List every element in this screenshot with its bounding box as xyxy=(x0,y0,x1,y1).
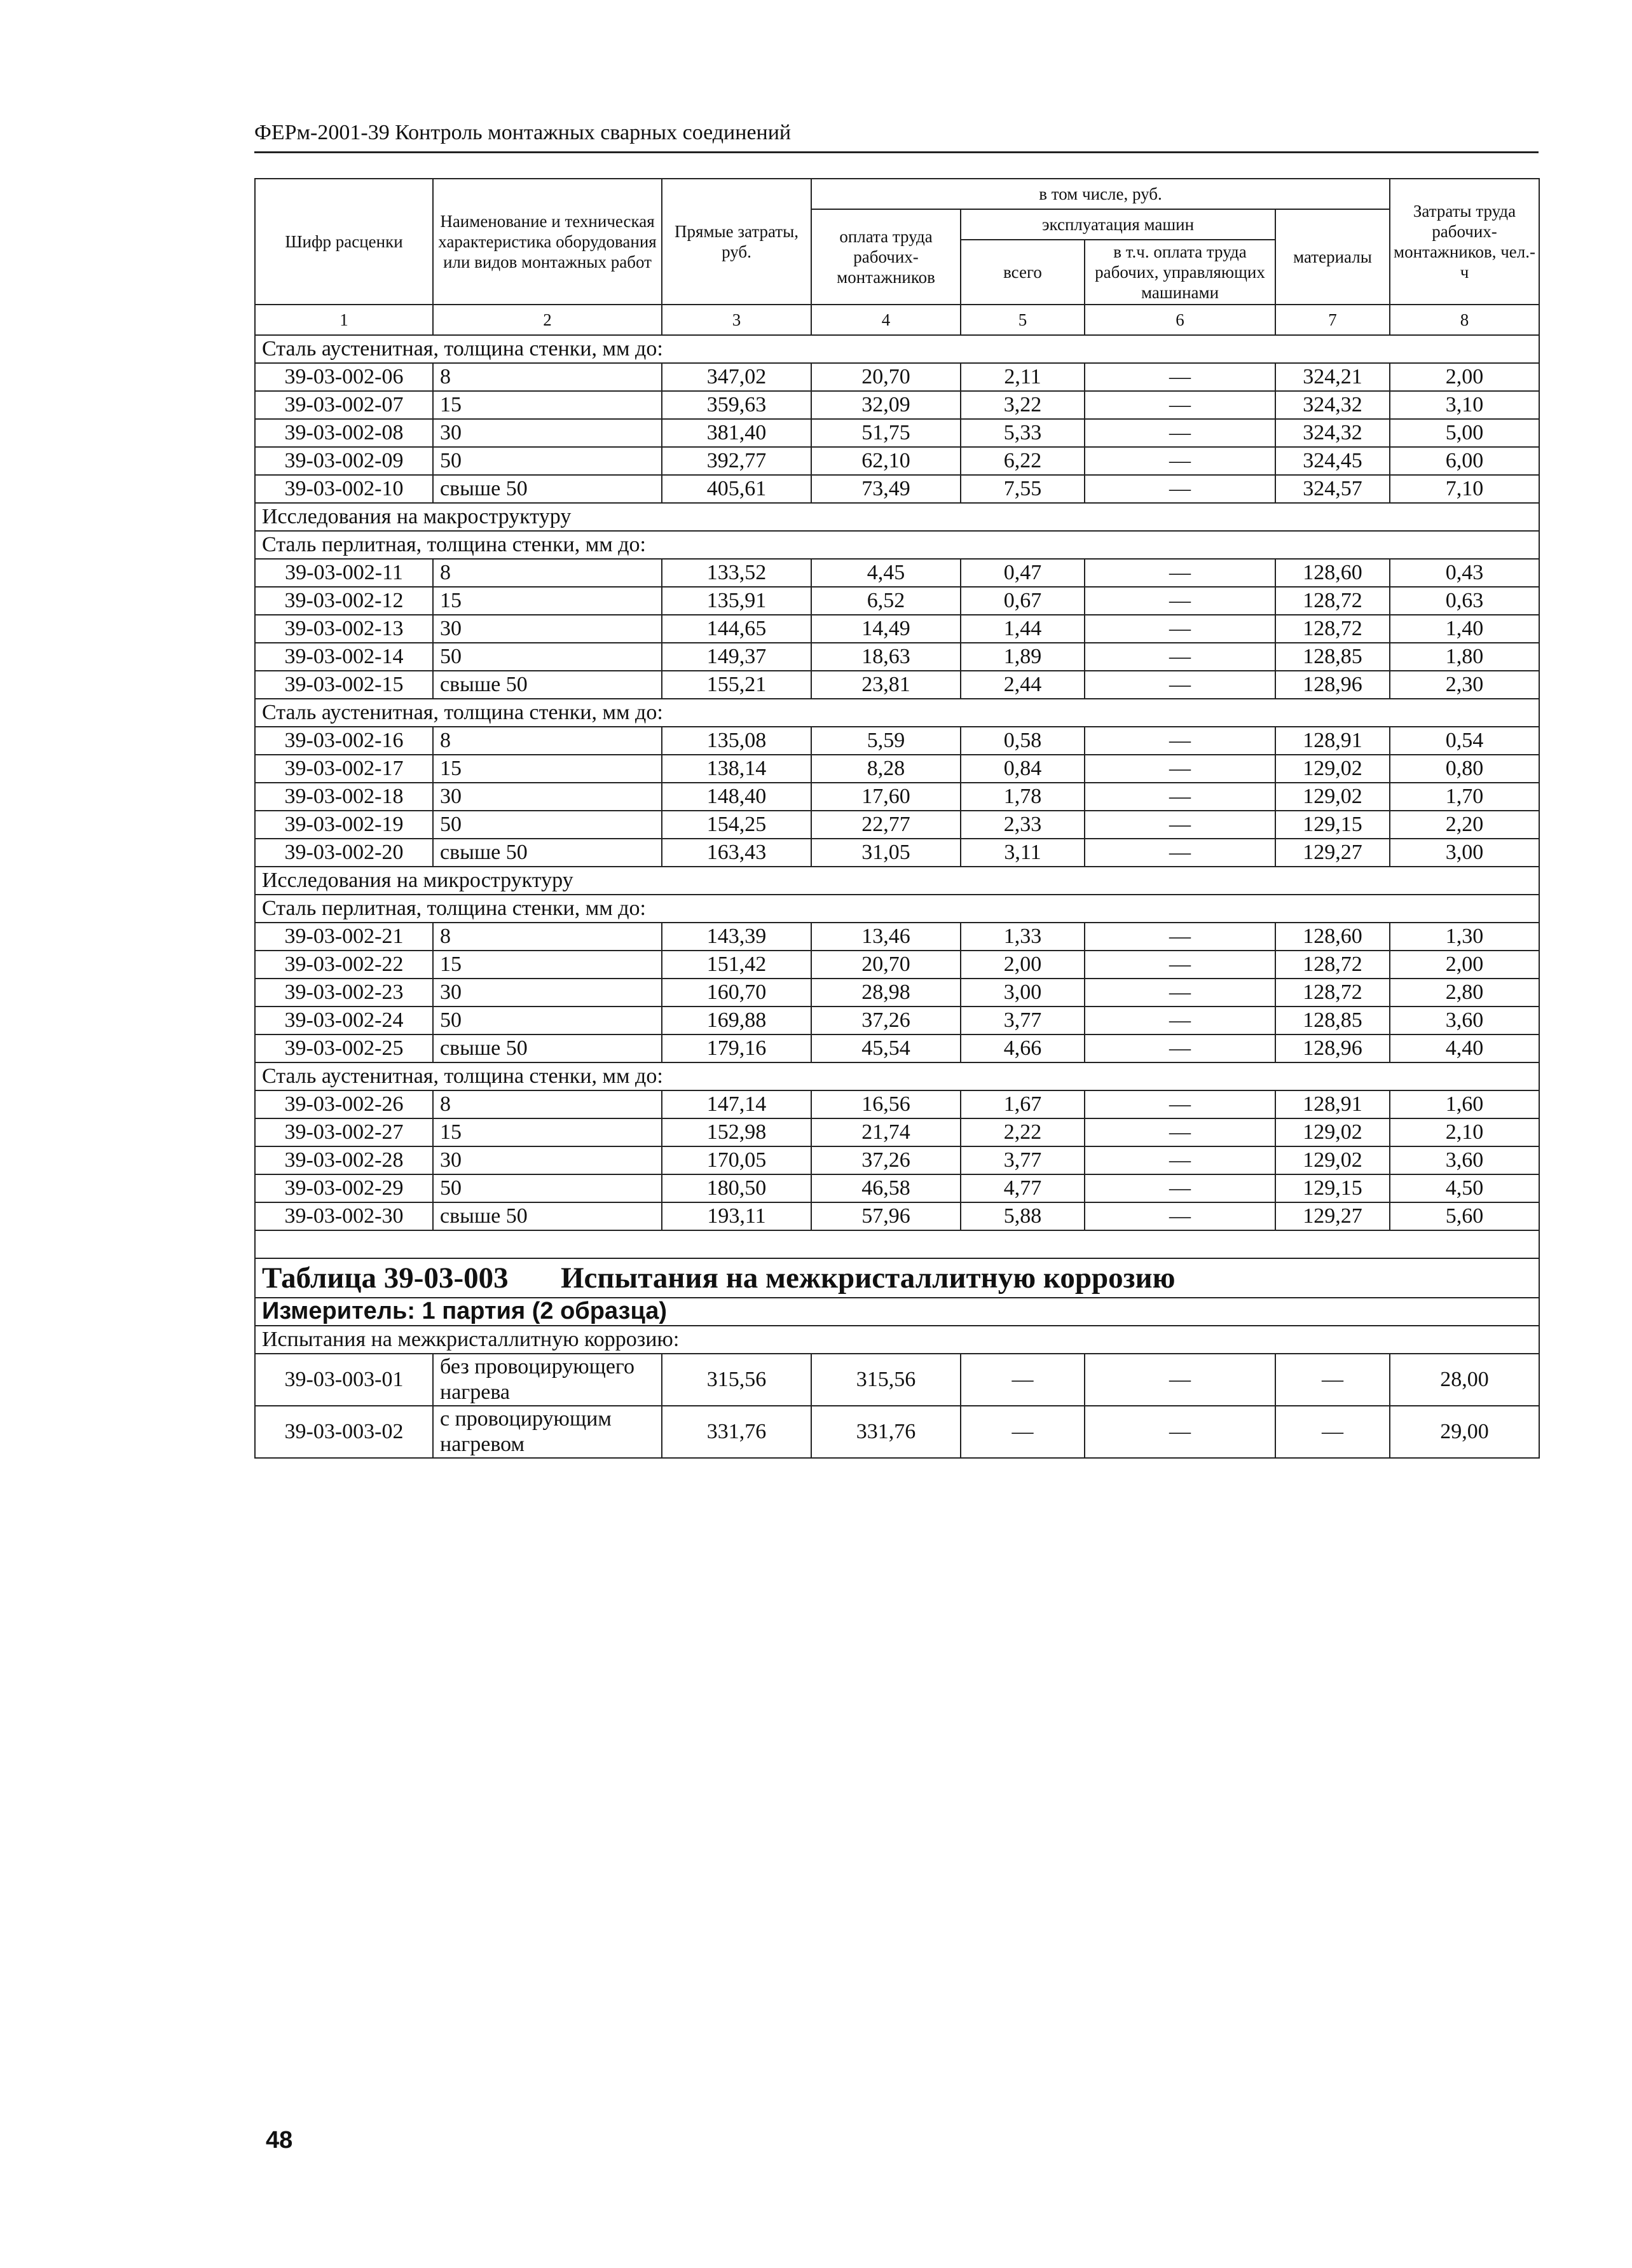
labor-cell: 3,60 xyxy=(1390,1007,1539,1034)
materials-cell: 324,45 xyxy=(1275,447,1390,475)
table-row xyxy=(255,811,1539,839)
materials-cell: 129,02 xyxy=(1275,755,1390,783)
table-row xyxy=(255,1034,1539,1062)
section-title: Сталь аустенитная, толщина стенки, мм до: xyxy=(255,1062,1539,1090)
wages-cell: 73,49 xyxy=(811,475,961,503)
table-row xyxy=(255,755,1539,783)
work-name-cell: с провоцирующим нагревом xyxy=(433,1406,662,1458)
direct-costs-cell: 138,14 xyxy=(662,755,811,783)
labor-cell: 1,40 xyxy=(1390,615,1539,643)
work-name-cell: 15 xyxy=(433,1118,662,1146)
rate-code-cell: 39-03-002-14 xyxy=(255,643,433,671)
machines-wages-cell: — xyxy=(1085,1090,1275,1118)
direct-costs-cell: 135,08 xyxy=(662,727,811,755)
wages-cell: 20,70 xyxy=(811,951,961,979)
rate-code-cell: 39-03-002-29 xyxy=(255,1174,433,1202)
rate-code-cell: 39-03-002-27 xyxy=(255,1118,433,1146)
machines-wages-cell: — xyxy=(1085,475,1275,503)
wages-cell: 62,10 xyxy=(811,447,961,475)
materials-cell: — xyxy=(1275,1406,1390,1458)
rates-table xyxy=(254,178,1540,1459)
header-materials: материалы xyxy=(1275,209,1390,305)
materials-cell: 324,32 xyxy=(1275,391,1390,419)
machines-total-cell: 1,89 xyxy=(961,643,1085,671)
wages-cell: 31,05 xyxy=(811,839,961,867)
work-name-cell: 30 xyxy=(433,783,662,811)
work-name-cell: 8 xyxy=(433,363,662,391)
labor-cell: 5,00 xyxy=(1390,419,1539,447)
machines-total-cell: 7,55 xyxy=(961,475,1085,503)
table-row xyxy=(255,671,1539,699)
direct-costs-cell: 149,37 xyxy=(662,643,811,671)
machines-total-cell: 1,78 xyxy=(961,783,1085,811)
wages-cell: 315,56 xyxy=(811,1354,961,1406)
direct-costs-cell: 154,25 xyxy=(662,811,811,839)
materials-cell: 324,57 xyxy=(1275,475,1390,503)
materials-cell: 128,96 xyxy=(1275,1034,1390,1062)
direct-costs-cell: 331,76 xyxy=(662,1406,811,1458)
wages-cell: 18,63 xyxy=(811,643,961,671)
machines-total-cell: 3,22 xyxy=(961,391,1085,419)
machines-total-cell: 1,44 xyxy=(961,615,1085,643)
wages-cell: 17,60 xyxy=(811,783,961,811)
labor-cell: 1,80 xyxy=(1390,643,1539,671)
table-row xyxy=(255,727,1539,755)
work-name-cell: 30 xyxy=(433,1146,662,1174)
table-row xyxy=(255,615,1539,643)
direct-costs-cell: 148,40 xyxy=(662,783,811,811)
work-name-cell: 50 xyxy=(433,447,662,475)
table-row xyxy=(255,839,1539,867)
work-name-cell: 15 xyxy=(433,587,662,615)
section-title-row xyxy=(255,531,1539,559)
rate-code-cell: 39-03-002-13 xyxy=(255,615,433,643)
wages-cell: 5,59 xyxy=(811,727,961,755)
labor-cell: 2,10 xyxy=(1390,1118,1539,1146)
machines-wages-cell: — xyxy=(1085,1034,1275,1062)
table-row xyxy=(255,475,1539,503)
rate-code-cell: 39-03-002-22 xyxy=(255,951,433,979)
machines-total-cell: 0,84 xyxy=(961,755,1085,783)
labor-cell: 2,00 xyxy=(1390,363,1539,391)
materials-cell: 324,32 xyxy=(1275,419,1390,447)
machines-total-cell: — xyxy=(961,1354,1085,1406)
direct-costs-cell: 347,02 xyxy=(662,363,811,391)
table-b-number: Таблица 39-03-003 xyxy=(262,1261,509,1295)
table-row xyxy=(255,1406,1539,1458)
direct-costs-cell: 405,61 xyxy=(662,475,811,503)
wages-cell: 37,26 xyxy=(811,1007,961,1034)
column-number: 6 xyxy=(1085,305,1275,335)
rate-code-cell: 39-03-002-26 xyxy=(255,1090,433,1118)
direct-costs-cell: 143,39 xyxy=(662,923,811,951)
materials-cell: 129,02 xyxy=(1275,783,1390,811)
direct-costs-cell: 144,65 xyxy=(662,615,811,643)
wages-cell: 46,58 xyxy=(811,1174,961,1202)
wages-cell: 23,81 xyxy=(811,671,961,699)
rate-code-cell: 39-03-002-25 xyxy=(255,1034,433,1062)
rate-code-cell: 39-03-002-19 xyxy=(255,811,433,839)
machines-wages-cell: — xyxy=(1085,727,1275,755)
table-row xyxy=(255,559,1539,587)
page-number: 48 xyxy=(266,2127,293,2154)
table-b-title: Испытания на межкристаллитную коррозию xyxy=(561,1261,1176,1295)
materials-cell: 128,60 xyxy=(1275,923,1390,951)
header-code: Шифр расценки xyxy=(255,179,433,305)
header-including: в том числе, руб. xyxy=(811,179,1390,209)
work-name-cell: 8 xyxy=(433,727,662,755)
table-b-caption xyxy=(255,1258,1539,1298)
table-row xyxy=(255,1146,1539,1174)
rate-code-cell: 39-03-002-23 xyxy=(255,979,433,1007)
table-row xyxy=(255,447,1539,475)
materials-cell: 129,15 xyxy=(1275,811,1390,839)
section-title-row xyxy=(255,867,1539,895)
direct-costs-cell: 169,88 xyxy=(662,1007,811,1034)
header-direct-costs: Прямые затраты, руб. xyxy=(662,179,811,305)
materials-cell: 324,21 xyxy=(1275,363,1390,391)
machines-total-cell: 4,77 xyxy=(961,1174,1085,1202)
machines-total-cell: 2,33 xyxy=(961,811,1085,839)
labor-cell: 1,70 xyxy=(1390,783,1539,811)
materials-cell: 128,85 xyxy=(1275,1007,1390,1034)
labor-cell: 4,50 xyxy=(1390,1174,1539,1202)
machines-total-cell: 5,88 xyxy=(961,1202,1085,1230)
work-name-cell: свыше 50 xyxy=(433,839,662,867)
materials-cell: 128,96 xyxy=(1275,671,1390,699)
column-numbers-row xyxy=(255,305,1539,335)
wages-cell: 45,54 xyxy=(811,1034,961,1062)
machines-total-cell: 2,11 xyxy=(961,363,1085,391)
direct-costs-cell: 147,14 xyxy=(662,1090,811,1118)
machines-wages-cell: — xyxy=(1085,951,1275,979)
table-row xyxy=(255,1007,1539,1034)
work-name-cell: 50 xyxy=(433,811,662,839)
rate-code-cell: 39-03-002-18 xyxy=(255,783,433,811)
section-title-row xyxy=(255,699,1539,727)
machines-total-cell: — xyxy=(961,1406,1085,1458)
labor-cell: 29,00 xyxy=(1390,1406,1539,1458)
labor-cell: 3,00 xyxy=(1390,839,1539,867)
table-row xyxy=(255,587,1539,615)
machines-total-cell: 0,47 xyxy=(961,559,1085,587)
table-row xyxy=(255,363,1539,391)
direct-costs-cell: 152,98 xyxy=(662,1118,811,1146)
machines-wages-cell: — xyxy=(1085,559,1275,587)
labor-cell: 0,80 xyxy=(1390,755,1539,783)
materials-cell: 128,72 xyxy=(1275,979,1390,1007)
machines-total-cell: 6,22 xyxy=(961,447,1085,475)
section-title-row xyxy=(255,1062,1539,1090)
machines-wages-cell: — xyxy=(1085,979,1275,1007)
header-machines-total: всего xyxy=(961,240,1085,305)
machines-wages-cell: — xyxy=(1085,419,1275,447)
section-title-row xyxy=(255,503,1539,531)
machines-wages-cell: — xyxy=(1085,755,1275,783)
labor-cell: 2,00 xyxy=(1390,951,1539,979)
header-wages: оплата труда рабочих-монтажников xyxy=(811,209,961,305)
materials-cell: 129,27 xyxy=(1275,1202,1390,1230)
machines-total-cell: 1,67 xyxy=(961,1090,1085,1118)
work-name-cell: 30 xyxy=(433,979,662,1007)
wages-cell: 57,96 xyxy=(811,1202,961,1230)
rate-code-cell: 39-03-002-21 xyxy=(255,923,433,951)
table-gap xyxy=(255,1230,1539,1258)
work-name-cell: 30 xyxy=(433,615,662,643)
work-name-cell: свыше 50 xyxy=(433,1034,662,1062)
machines-wages-cell: — xyxy=(1085,783,1275,811)
machines-wages-cell: — xyxy=(1085,587,1275,615)
labor-cell: 1,60 xyxy=(1390,1090,1539,1118)
direct-costs-cell: 359,63 xyxy=(662,391,811,419)
labor-cell: 2,80 xyxy=(1390,979,1539,1007)
rate-code-cell: 39-03-002-10 xyxy=(255,475,433,503)
labor-cell: 2,30 xyxy=(1390,671,1539,699)
machines-wages-cell: — xyxy=(1085,1354,1275,1406)
work-name-cell: 50 xyxy=(433,1007,662,1034)
section-title: Сталь аустенитная, толщина стенки, мм до: xyxy=(255,699,1539,727)
rate-code-cell: 39-03-002-28 xyxy=(255,1146,433,1174)
machines-wages-cell: — xyxy=(1085,671,1275,699)
machines-total-cell: 2,00 xyxy=(961,951,1085,979)
materials-cell: 129,02 xyxy=(1275,1146,1390,1174)
machines-wages-cell: — xyxy=(1085,615,1275,643)
rate-code-cell: 39-03-003-01 xyxy=(255,1354,433,1406)
work-name-cell: 15 xyxy=(433,755,662,783)
labor-cell: 0,63 xyxy=(1390,587,1539,615)
table-b-body xyxy=(255,1354,1539,1458)
rate-code-cell: 39-03-002-11 xyxy=(255,559,433,587)
table-row xyxy=(255,783,1539,811)
labor-cell: 0,43 xyxy=(1390,559,1539,587)
work-name-cell: 15 xyxy=(433,951,662,979)
wages-cell: 21,74 xyxy=(811,1118,961,1146)
materials-cell: — xyxy=(1275,1354,1390,1406)
column-number: 2 xyxy=(433,305,662,335)
materials-cell: 129,02 xyxy=(1275,1118,1390,1146)
machines-total-cell: 2,44 xyxy=(961,671,1085,699)
direct-costs-cell: 180,50 xyxy=(662,1174,811,1202)
wages-cell: 8,28 xyxy=(811,755,961,783)
section-title: Сталь перлитная, толщина стенки, мм до: xyxy=(255,895,1539,923)
work-name-cell: свыше 50 xyxy=(433,1202,662,1230)
page-header: ФЕРм-2001-39 Контроль монтажных сварных соединений xyxy=(254,121,1539,153)
machines-total-cell: 1,33 xyxy=(961,923,1085,951)
wages-cell: 13,46 xyxy=(811,923,961,951)
wages-cell: 331,76 xyxy=(811,1406,961,1458)
rate-code-cell: 39-03-002-30 xyxy=(255,1202,433,1230)
work-name-cell: 8 xyxy=(433,923,662,951)
machines-total-cell: 3,77 xyxy=(961,1007,1085,1034)
wages-cell: 14,49 xyxy=(811,615,961,643)
wages-cell: 28,98 xyxy=(811,979,961,1007)
work-name-cell: свыше 50 xyxy=(433,475,662,503)
direct-costs-cell: 155,21 xyxy=(662,671,811,699)
table-row xyxy=(255,979,1539,1007)
work-name-cell: 50 xyxy=(433,643,662,671)
column-number: 5 xyxy=(961,305,1085,335)
direct-costs-cell: 170,05 xyxy=(662,1146,811,1174)
machines-wages-cell: — xyxy=(1085,1007,1275,1034)
direct-costs-cell: 179,16 xyxy=(662,1034,811,1062)
work-name-cell: свыше 50 xyxy=(433,671,662,699)
direct-costs-cell: 315,56 xyxy=(662,1354,811,1406)
direct-costs-cell: 193,11 xyxy=(662,1202,811,1230)
materials-cell: 128,91 xyxy=(1275,1090,1390,1118)
materials-cell: 129,27 xyxy=(1275,839,1390,867)
table-row xyxy=(255,951,1539,979)
table-row xyxy=(255,1354,1539,1406)
column-number: 4 xyxy=(811,305,961,335)
machines-total-cell: 2,22 xyxy=(961,1118,1085,1146)
table-body-main xyxy=(255,335,1539,1230)
materials-cell: 128,72 xyxy=(1275,587,1390,615)
materials-cell: 128,60 xyxy=(1275,559,1390,587)
rate-code-cell: 39-03-003-02 xyxy=(255,1406,433,1458)
rate-code-cell: 39-03-002-09 xyxy=(255,447,433,475)
section-title-row xyxy=(255,335,1539,363)
section-title: Исследования на макроструктуру xyxy=(255,503,1539,531)
direct-costs-cell: 392,77 xyxy=(662,447,811,475)
machines-wages-cell: — xyxy=(1085,363,1275,391)
header-name: Наименование и техническая характеристика оборудования или видов монтажных работ xyxy=(433,179,662,305)
table-row xyxy=(255,923,1539,951)
machines-wages-cell: — xyxy=(1085,839,1275,867)
materials-cell: 129,15 xyxy=(1275,1174,1390,1202)
table-row xyxy=(255,419,1539,447)
machines-wages-cell: — xyxy=(1085,643,1275,671)
column-number: 8 xyxy=(1390,305,1539,335)
materials-cell: 128,72 xyxy=(1275,615,1390,643)
machines-wages-cell: — xyxy=(1085,1146,1275,1174)
wages-cell: 37,26 xyxy=(811,1146,961,1174)
wages-cell: 16,56 xyxy=(811,1090,961,1118)
labor-cell: 1,30 xyxy=(1390,923,1539,951)
rate-code-cell: 39-03-002-07 xyxy=(255,391,433,419)
machines-wages-cell: — xyxy=(1085,1406,1275,1458)
direct-costs-cell: 135,91 xyxy=(662,587,811,615)
direct-costs-cell: 381,40 xyxy=(662,419,811,447)
machines-total-cell: 3,77 xyxy=(961,1146,1085,1174)
rate-code-cell: 39-03-002-20 xyxy=(255,839,433,867)
machines-wages-cell: — xyxy=(1085,1174,1275,1202)
machines-wages-cell: — xyxy=(1085,1118,1275,1146)
machines-wages-cell: — xyxy=(1085,447,1275,475)
work-name-cell: 8 xyxy=(433,1090,662,1118)
labor-cell: 5,60 xyxy=(1390,1202,1539,1230)
direct-costs-cell: 163,43 xyxy=(662,839,811,867)
direct-costs-cell: 133,52 xyxy=(662,559,811,587)
wages-cell: 22,77 xyxy=(811,811,961,839)
direct-costs-cell: 160,70 xyxy=(662,979,811,1007)
rate-code-cell: 39-03-002-15 xyxy=(255,671,433,699)
wages-cell: 51,75 xyxy=(811,419,961,447)
column-number: 3 xyxy=(662,305,811,335)
machines-total-cell: 0,67 xyxy=(961,587,1085,615)
table-b-measure: Измеритель: 1 партия (2 образца) xyxy=(262,1298,668,1324)
labor-cell: 6,00 xyxy=(1390,447,1539,475)
wages-cell: 20,70 xyxy=(811,363,961,391)
machines-total-cell: 5,33 xyxy=(961,419,1085,447)
labor-cell: 3,10 xyxy=(1390,391,1539,419)
rate-code-cell: 39-03-002-17 xyxy=(255,755,433,783)
direct-costs-cell: 151,42 xyxy=(662,951,811,979)
rate-code-cell: 39-03-002-12 xyxy=(255,587,433,615)
wages-cell: 32,09 xyxy=(811,391,961,419)
labor-cell: 7,10 xyxy=(1390,475,1539,503)
machines-total-cell: 4,66 xyxy=(961,1034,1085,1062)
machines-total-cell: 0,58 xyxy=(961,727,1085,755)
table-row xyxy=(255,391,1539,419)
table-row xyxy=(255,1090,1539,1118)
header-labor: Затраты труда рабочих-монтажников, чел.-ч xyxy=(1390,179,1539,305)
table-row xyxy=(255,643,1539,671)
column-number: 7 xyxy=(1275,305,1390,335)
header-machines: эксплуатация машин xyxy=(961,209,1275,240)
machines-wages-cell: — xyxy=(1085,811,1275,839)
table-row xyxy=(255,1202,1539,1230)
materials-cell: 128,85 xyxy=(1275,643,1390,671)
column-number: 1 xyxy=(255,305,433,335)
section-title: Исследования на микроструктуру xyxy=(255,867,1539,895)
machines-wages-cell: — xyxy=(1085,391,1275,419)
machines-wages-cell: — xyxy=(1085,923,1275,951)
machines-wages-cell: — xyxy=(1085,1202,1275,1230)
section-title: Испытания на межкристаллитную коррозию: xyxy=(255,1326,1539,1354)
wages-cell: 4,45 xyxy=(811,559,961,587)
wages-cell: 6,52 xyxy=(811,587,961,615)
section-title-row xyxy=(255,895,1539,923)
labor-cell: 4,40 xyxy=(1390,1034,1539,1062)
section-title: Сталь аустенитная, толщина стенки, мм до: xyxy=(255,335,1539,363)
work-name-cell: 50 xyxy=(433,1174,662,1202)
materials-cell: 128,91 xyxy=(1275,727,1390,755)
machines-total-cell: 3,00 xyxy=(961,979,1085,1007)
work-name-cell: 8 xyxy=(433,559,662,587)
rate-code-cell: 39-03-002-24 xyxy=(255,1007,433,1034)
machines-total-cell: 3,11 xyxy=(961,839,1085,867)
materials-cell: 128,72 xyxy=(1275,951,1390,979)
labor-cell: 2,20 xyxy=(1390,811,1539,839)
labor-cell: 0,54 xyxy=(1390,727,1539,755)
work-name-cell: 15 xyxy=(433,391,662,419)
work-name-cell: без провоцирующего нагрева xyxy=(433,1354,662,1406)
rate-code-cell: 39-03-002-08 xyxy=(255,419,433,447)
labor-cell: 3,60 xyxy=(1390,1146,1539,1174)
rate-code-cell: 39-03-002-16 xyxy=(255,727,433,755)
table-row xyxy=(255,1118,1539,1146)
rates-table-wrap xyxy=(254,178,1539,1459)
work-name-cell: 30 xyxy=(433,419,662,447)
header-machines-wages: в т.ч. оплата труда рабочих, управляющих машинами xyxy=(1085,240,1275,305)
section-title: Сталь перлитная, толщина стенки, мм до: xyxy=(255,531,1539,559)
labor-cell: 28,00 xyxy=(1390,1354,1539,1406)
rate-code-cell: 39-03-002-06 xyxy=(255,363,433,391)
table-row xyxy=(255,1174,1539,1202)
table-b-measure-cell xyxy=(255,1298,1539,1326)
table-b-block xyxy=(255,1230,1539,1354)
